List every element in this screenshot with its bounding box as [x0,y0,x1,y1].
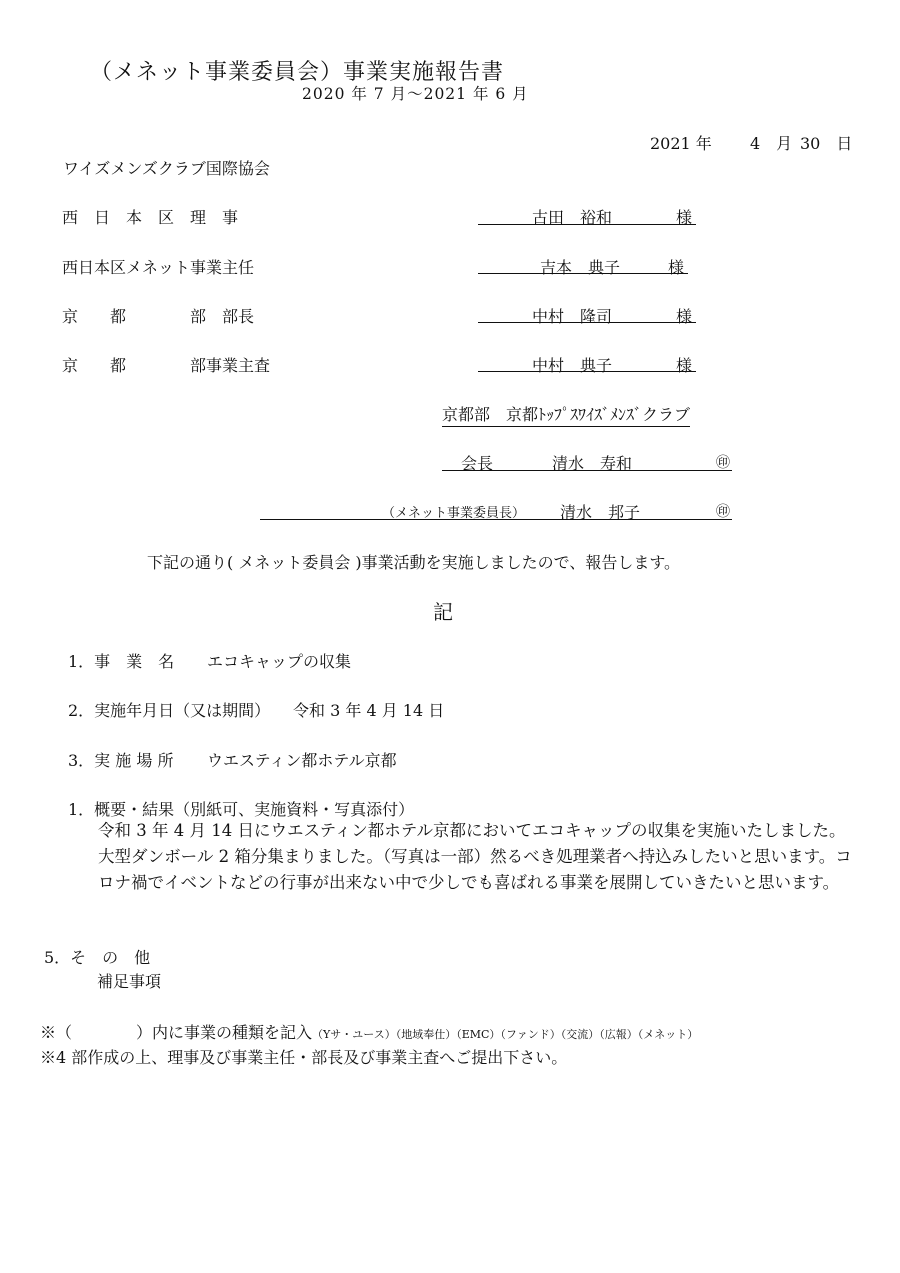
item-label: 3．実 施 場 所 [68,751,174,770]
intro-text: 下記の通り( メネット委員会 )事業活動を実施しましたので、報告します。 [147,553,681,572]
addressee-name: 吉本 典子 [540,258,621,277]
summary-label: 1．概要・結果（別紙可、実施資料・写真添付） [68,800,415,819]
other-label: 5．そ の 他 [44,948,151,967]
chair-label: （メネット事業委員長） [382,506,526,521]
president-label: 会長 [461,454,494,473]
addressee-name: 中村 典子 [532,356,613,375]
note-types-list: （Yサ・ユース）（地域奉仕）（EMC）（ファンド）（交流）（広報）（メネット） [312,1028,699,1041]
note-types [40,1020,698,1043]
addressee-title: 西 日 本 区 理 事 [62,208,239,227]
date-month: 4 月 [750,134,793,153]
president-name: 清水 寿和 [552,454,633,473]
report-period: 2020 年 7 月〜2021 年 6 月 [302,85,529,103]
note-submission: ※4 部作成の上、理事及び事業主任・部長及び事業主査へご提出下さい。 [40,1048,568,1067]
date-day: 30 日 [800,134,853,153]
note-main: ※（ ）内に事業の種類を記入 [40,1023,313,1042]
sender-club: 京都部 京都ﾄｯﾌﾟｽﾜｲｽﾞﾒﾝｽﾞクラブ [442,402,690,427]
honorific: 様 [676,307,693,326]
other-sub: 補足事項 [97,972,162,991]
honorific: 様 [676,208,693,227]
item-label: 2．実施年月日（又は期間） [68,701,271,720]
ki-heading: 記 [433,600,453,624]
summary-body: 令和 3 年 4 月 14 日にウエスティン都ホテル京都においてエコキャップの収集を実施いたしました。大型ダンボール 2 箱分集まりました。（写真は一部）然るべき処理業者へ持込みしたいと思います。コロナ禍でイベントなどの行事が出来ない中で少しでも喜ばれる事業を展開していきたいと思います。 [98,821,852,892]
honorific: 様 [668,258,685,277]
chair-name: 清水 邦子 [560,503,641,522]
honorific: 様 [676,356,693,375]
addressee-title: 京 都 部事業主査 [62,356,271,375]
addressee-title: 京 都 部 部長 [62,307,255,326]
addressee-name: 古田 裕和 [532,208,613,227]
seal-mark: ㊞ [716,455,730,471]
item-label: 1．事 業 名 [68,652,175,671]
document-title: （メネット事業委員会）事業実施報告書 [90,60,505,85]
addressee-name: 中村 隆司 [532,307,613,326]
addressee-title: 西日本区メネット事業主任 [62,258,255,277]
date-year: 2021 年 [650,134,712,153]
item-value: 令和 3 年 4 月 14 日 [293,701,445,720]
seal-mark: ㊞ [716,504,730,520]
item-value: ウエスティン都ホテル京都 [207,751,397,770]
item-value: エコキャップの収集 [207,652,352,671]
recipient-org: ワイズメンズクラブ国際協会 [63,159,270,178]
